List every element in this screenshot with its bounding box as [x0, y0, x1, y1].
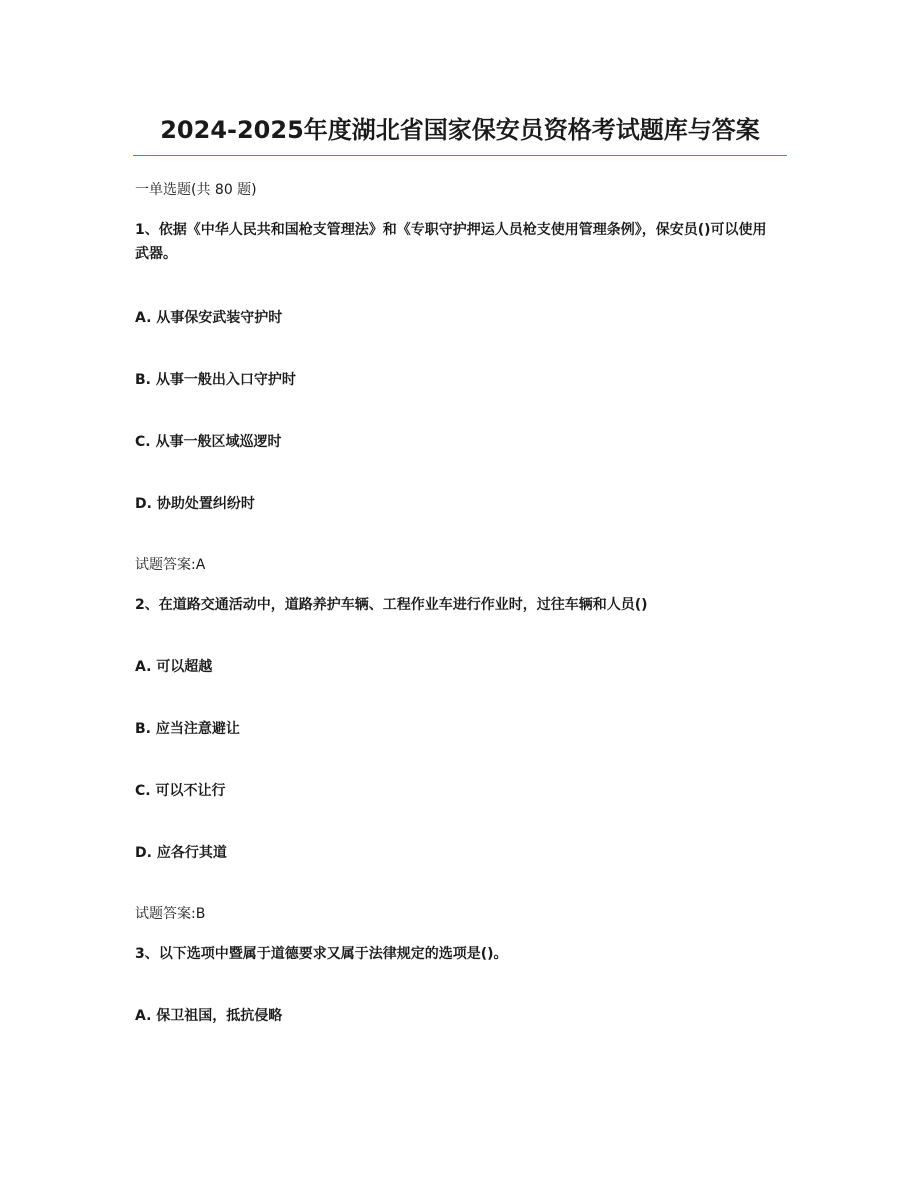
title-underline: [133, 155, 787, 156]
question-1-option-d: D. 协助处置纠纷时: [135, 496, 255, 512]
question-2-answer: 试题答案:B: [135, 906, 206, 922]
document-title: 2024-2025年度湖北省国家保安员资格考试题库与答案: [160, 116, 760, 144]
question-2-option-c: C. 可以不让行: [135, 783, 226, 799]
question-3-option-a: A. 保卫祖国，抵抗侵略: [135, 1008, 283, 1024]
question-3-text: 3、以下选项中暨属于道德要求又属于法律规定的选项是()。: [135, 946, 508, 962]
question-1-text: 1、依据《中华人民共和国枪支管理法》和《专职守护押运人员枪支使用管理条例》，保安员()可以使用武器。: [135, 222, 767, 262]
question-2-text: 2、在道路交通活动中，道路养护车辆、工程作业车进行作业时，过往车辆和人员(): [135, 597, 648, 613]
question-2-option-d: D. 应各行其道: [135, 845, 227, 861]
question-1-option-b: B. 从事一般出入口守护时: [135, 372, 296, 388]
question-2-option-b: B. 应当注意避让: [135, 721, 240, 737]
section-heading: 一单选题(共 80 题): [135, 182, 257, 198]
question-1-option-a: A. 从事保安武装守护时: [135, 310, 283, 326]
question-2-option-a: A. 可以超越: [135, 659, 213, 675]
question-1-option-c: C. 从事一般区域巡逻时: [135, 434, 282, 450]
question-1-answer: 试题答案:A: [135, 557, 206, 573]
